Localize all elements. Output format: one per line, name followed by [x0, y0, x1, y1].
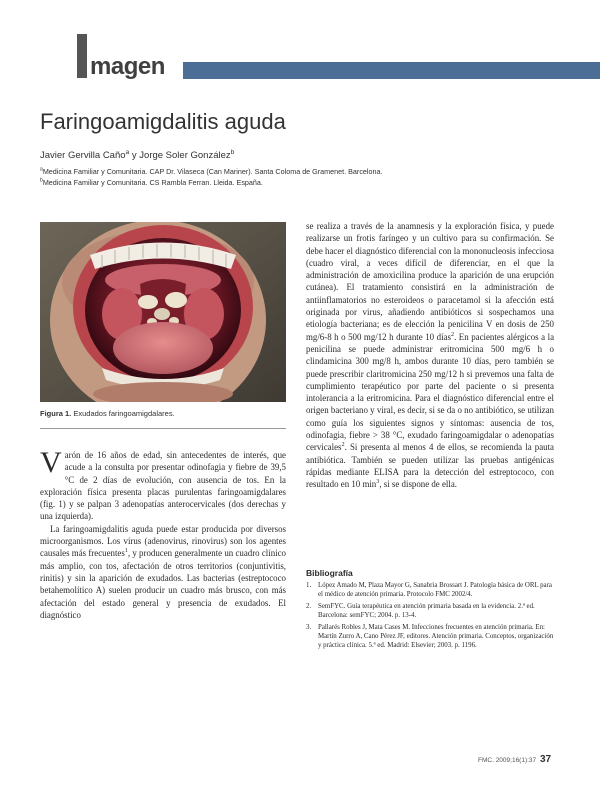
body-right-column	[306, 220, 554, 491]
page-number: 37	[540, 754, 552, 765]
caption-rule	[40, 428, 286, 429]
bibliography-item-text: López Amado M, Plaza Mayor G, Sanabria Brossart J. Patología básica de ORL para el médico de atención primaria. Protocolo FMC 2002/4.	[318, 582, 552, 598]
bibliography-heading: Bibliografía	[306, 568, 353, 578]
bibliography-item	[306, 624, 554, 650]
author-1-sup: a	[125, 148, 130, 156]
body-paragraph-2-a: La faringoamigdalitis aguda puede estar producida por diversos microorganismos. Los virus (adenovirus, rinovirus) son los agentes causales más frecuentes	[40, 523, 286, 559]
body-right-s2: . En pacientes alérgicos a la penicilina se puede administrar eritromicina 500 mg/6 h o clindamicina 300 mg/8 h, ambos durante 10 días, pero también se puede prescribir claritromicina 250 mg/12 h si prevemos una falta de cumplimiento terapéutico por parte del paciente o si presenta intolerancia a la eritromicina. Para el diagnóstico diferencial entre el origen bacteriano y viral, es decir, si se da o no antibiótico, se utilizan como guía los siguientes signos y síntomas: ausencia de tos, odinofagia, fiebre > 38 °C, exudado faringoamigdalar o adenopatías cervicales	[306, 331, 555, 453]
affiliation-b-sup: b	[40, 177, 43, 184]
bibliography-item-number: 1.	[306, 582, 312, 589]
ref-2-sup: 2	[450, 330, 455, 338]
figure-caption	[40, 409, 175, 418]
body-right-s3: . Si presenta al menos 4 de ellos, se recomienda la pauta antibiótica. También se pueden utilizar las pruebas antigénicas rápidas mediante ELISA para la detección del estreptococo, con resultado en 10 min	[306, 442, 554, 490]
bibliography-list	[306, 582, 554, 654]
bibliography-item-text: SemFYC. Guía terapéutica en atención primaria basada en la evidencia. 2.ª ed. Barcelona: semFYC; 2004. p. 13-4.	[318, 603, 535, 619]
affiliation-a	[40, 167, 383, 176]
bibliography-item-number: 3.	[306, 624, 312, 632]
body-paragraph-1	[40, 446, 286, 523]
article-title: Faringoamigdalitis aguda	[40, 109, 286, 134]
ref-3-sup: 3	[376, 478, 380, 486]
affiliation-b-text: Medicina Familiar y Comunitaria. CS Rambla Ferran. Lleida. España.	[42, 178, 263, 187]
affiliation-a-text: Medicina Familiar y Comunitaria. CAP Dr. Vilaseca (Can Mariner). Santa Coloma de Gramenet. Barcelona.	[42, 167, 383, 176]
body-paragraph-2	[40, 523, 286, 621]
authors-joiner: y	[129, 150, 140, 161]
bibliography-item	[306, 582, 554, 599]
body-paragraph-3	[306, 220, 554, 491]
authors-line	[40, 150, 234, 161]
affiliation-b	[40, 178, 263, 187]
body-right-s4: , si se dispone de ella.	[379, 479, 457, 490]
footer-journal-citation: FMC. 2009;16(1):37	[478, 757, 537, 764]
body-paragraph-1-text: arón de 16 años de edad, sin antecedentes de interés, que acude a la consulta por presentar odinofagia y fiebre de 39,5 °C de 2 días de evolución, con ausencia de tos. En la exploración física presenta placas purulentas faringoamigdalares (fig. 1) y se palpan 3 adenopatías anterocervicales (dos derechas y una izquierda).	[40, 450, 286, 522]
bibliography-item	[306, 603, 554, 620]
figure-label: Figura 1.	[40, 409, 72, 418]
section-header	[77, 34, 600, 82]
body-paragraph-2-b: , y producen generalmente un cuadro clínico más amplio, con tos, afectación de otros territorios (conjuntivitis, rinitis) y sin la aparición de exudados. Las bacterias (estreptococo betahemolítico A) suelen producir un cuadro más brusco, con más afectación del estado general y presencia de exudados. El diagnóstico	[40, 548, 286, 620]
section-accent-bar	[183, 62, 600, 79]
author-1-name: Javier Gervilla Caño	[40, 150, 126, 161]
section-word: magen	[90, 53, 165, 80]
bibliography-item-number: 2.	[306, 603, 312, 611]
body-right-s1: se realiza a través de la anamnesis y la exploración física, y puede realizarse un frotis faríngeo y un cultivo para su confirmación. Se debe hacer el diagnóstico diferencial con la mononucleosis infecciosa (cuadro viral, a veces difícil de diferenciar, en el que la administración de amoxicilina produce la aparición de una erupción cutánea). El tratamiento consistirá en la administración de antiinflamatorios no esteroideos o paracetamol si la afección está originada por virus, añadiendo antibióticos si sospechamos una etiología bacteriana; es de elección la penicilina V en dosis de 250 mg/6-8 h o 500 mg/12 h durante 10 días	[306, 221, 554, 342]
ref-2b-sup: 2	[341, 441, 345, 449]
author-2-name: Jorge Soler González	[139, 150, 231, 161]
ref-1-sup: 1	[124, 547, 128, 555]
section-big-letter	[77, 34, 87, 78]
body-left-column	[40, 446, 286, 621]
affiliation-a-sup: a	[40, 166, 43, 173]
clinical-photo-throat	[40, 222, 286, 402]
figure-caption-text: Exudados faringoamigdalares.	[71, 409, 175, 418]
bibliography-item-text: Pallarés Robles J, Mata Cases M. Infecciones frecuentes en atención primaria. En: Martín Zurro A, Cano Pérez JF, editores. Atención primaria. Conceptos, organización y práctica clínica. 5.ª ed. Madrid: Elsevier; 2003. p. 1196.	[318, 624, 554, 649]
dropcap: V	[40, 446, 62, 479]
author-2-sup: b	[230, 148, 235, 156]
